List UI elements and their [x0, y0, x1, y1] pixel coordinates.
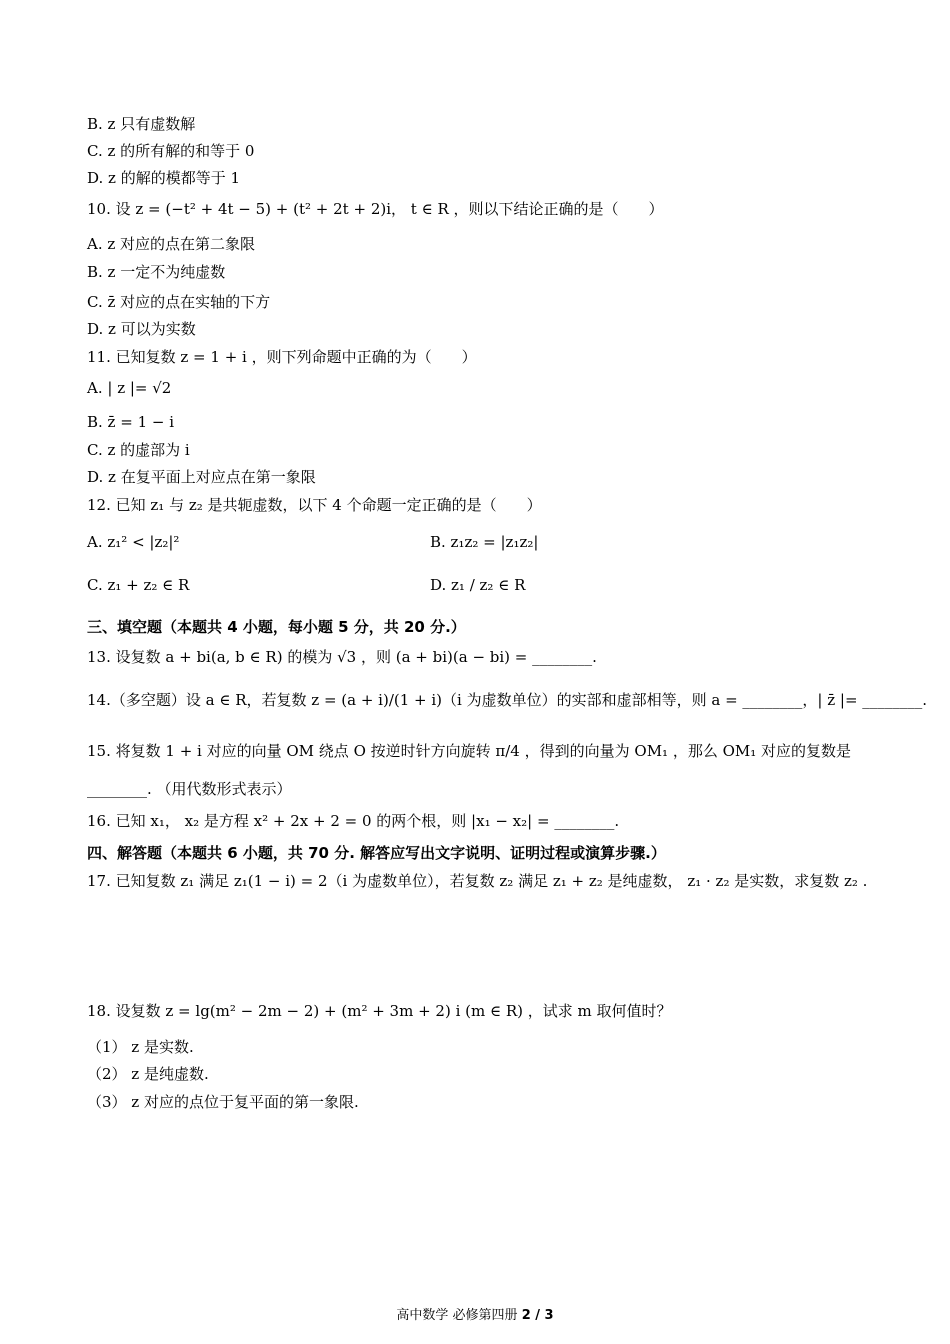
q12-option-c: C. z₁ + z₂ ∈ R: [87, 576, 190, 594]
q15-line-1: 15. 将复数 1 + i 对应的向量 OM 绕点 O 按逆时针方向旋转 π/4 ，得到的向量为 OM₁ ，那么 OM₁ 对应的复数是: [87, 742, 852, 760]
q13: 13. 设复数 a + bi(a, b ∈ R) 的模为 √3 ，则 (a + bi)(a − bi) = ________.: [87, 648, 597, 666]
q11-option-d: D. z 在复平面上对应点在第一象限: [87, 468, 316, 486]
q12-option-d: D. z₁ / z₂ ∈ R: [430, 576, 526, 594]
q18-part-1: （1） z 是实数.: [87, 1038, 194, 1056]
q18-stem: 18. 设复数 z = lg(m² − 2m − 2) + (m² + 3m + 2) i (m ∈ R) ，试求 m 取何值时？: [87, 1002, 672, 1020]
q9-option-b: B. z 只有虚数解: [87, 115, 196, 133]
q11-option-b: B. z̄ = 1 − i: [87, 413, 175, 431]
q18-part-3: （3） z 对应的点位于复平面的第一象限.: [87, 1093, 359, 1111]
q16: 16. 已知 x₁， x₂ 是方程 x² + 2x + 2 = 0 的两个根，则 |x₁ − x₂| = ________.: [87, 812, 620, 830]
section-4-heading: 四、解答题（本题共 6 小题，共 70 分. 解答应写出文字说明、证明过程或演算步骤.）: [87, 844, 666, 862]
q17: 17. 已知复数 z₁ 满足 z₁(1 − i) = 2（i 为虚数单位），若复数 z₂ 满足 z₁ + z₂ 是纯虚数， z₁ · z₂ 是实数，求复数 z₂ .: [87, 872, 868, 890]
page-footer: [0, 1304, 950, 1323]
page-number: 2 / 3: [521, 1308, 554, 1323]
q12-option-a: A. z₁² < |z₂|²: [87, 533, 180, 551]
q11-stem: 11. 已知复数 z = 1 + i ，则下列命题中正确的为（ ）: [87, 348, 477, 366]
q11-option-c: C. z 的虚部为 i: [87, 441, 190, 459]
q11-option-a: A. | z |= √2: [87, 379, 172, 397]
q15-line-2: ________. （用代数形式表示）: [87, 780, 292, 798]
q10-stem: 10. 设 z = (−t² + 4t − 5) + (t² + 2t + 2)i， t ∈ R ，则以下结论正确的是（ ）: [87, 200, 664, 218]
q10-option-c: C. z̄ 对应的点在实轴的下方: [87, 293, 271, 311]
q10-option-d: D. z 可以为实数: [87, 320, 196, 338]
q12-option-b: B. z₁z₂ = |z₁z₂|: [430, 533, 539, 551]
footer-text: 高中数学 必修第四册: [396, 1308, 518, 1323]
q14: 14.（多空题）设 a ∈ R，若复数 z = (a + i)/(1 + i)（i 为虚数单位）的实部和虚部相等，则 a = ________，| z̄ |= ________.: [87, 691, 928, 709]
q9-option-d: D. z 的解的模都等于 1: [87, 169, 241, 187]
q12-stem: 12. 已知 z₁ 与 z₂ 是共轭虚数，以下 4 个命题一定正确的是（ ）: [87, 496, 542, 514]
q10-option-a: A. z 对应的点在第二象限: [87, 235, 256, 253]
section-3-heading: 三、填空题（本题共 4 小题，每小题 5 分，共 20 分.）: [87, 618, 466, 636]
q10-option-b: B. z 一定不为纯虚数: [87, 263, 226, 281]
q18-part-2: （2） z 是纯虚数.: [87, 1065, 209, 1083]
q9-option-c: C. z 的所有解的和等于 0: [87, 142, 255, 160]
